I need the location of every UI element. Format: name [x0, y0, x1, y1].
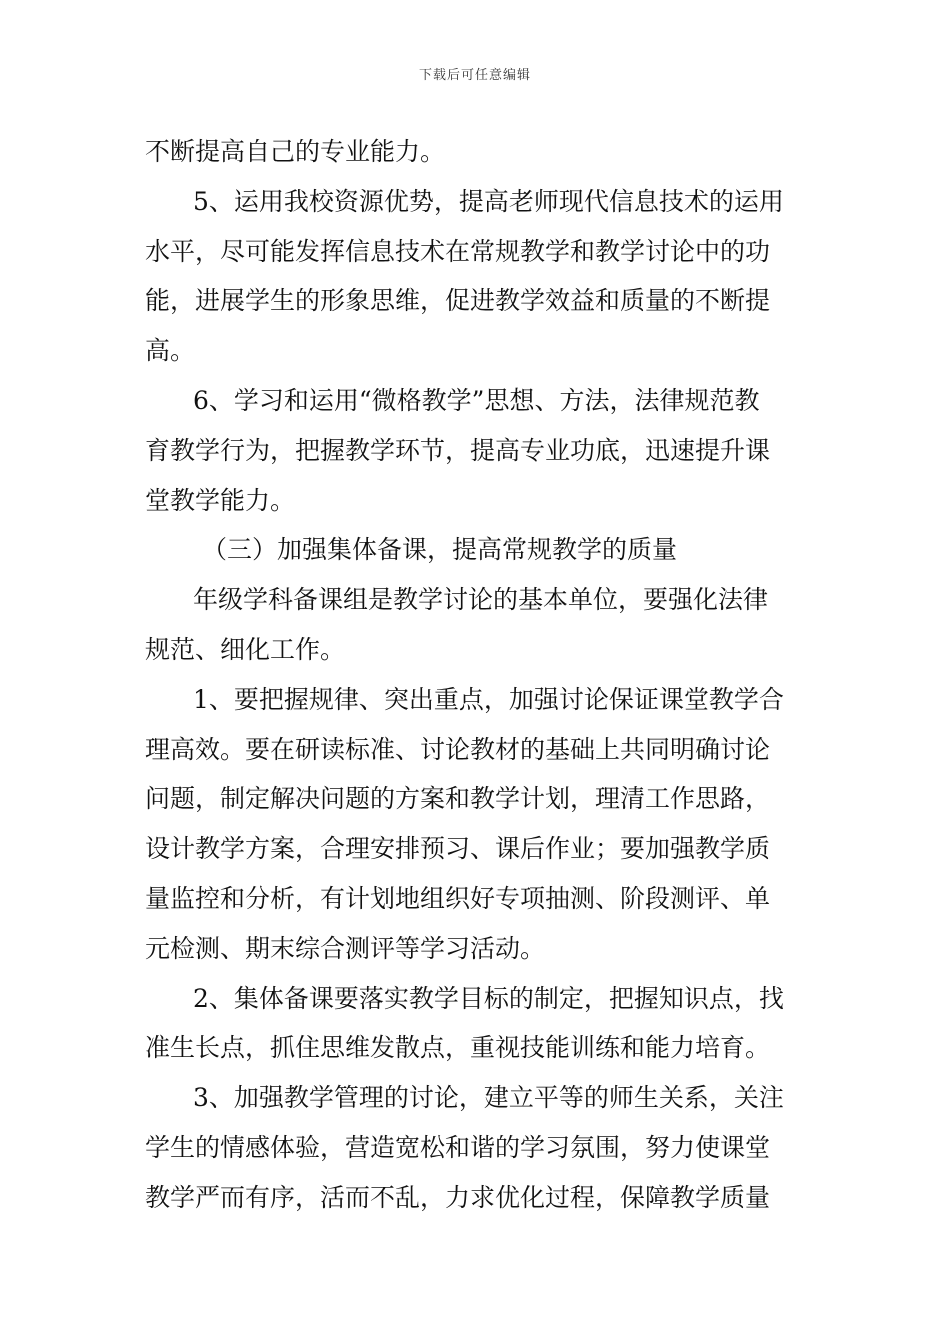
text-line: 1、要把握规律、突出重点，加强讨论保证课堂教学合	[193, 684, 784, 714]
text-line: 能，进展学生的形象思维，促进教学效益和质量的不断提	[145, 286, 771, 316]
text-line: 6、学习和运用“微格教学”思想、方法，法律规范教	[193, 385, 760, 415]
text-line: 设计教学方案，合理安排预习、课后作业；要加强教学质	[145, 834, 771, 864]
text-line: 教学严而有序，活而不乱，力求优化过程，保障教学质量	[145, 1182, 771, 1212]
document-body	[145, 127, 810, 1223]
page-header: 下载后可任意编辑	[418, 68, 531, 83]
text-line: 2、集体备课要落实教学目标的制定，把握知识点，找	[193, 983, 784, 1013]
text-line: 学生的情感体验，营造宽松和谐的学习氛围，努力使课堂	[145, 1132, 771, 1162]
text-line: 5、运用我校资源优势，提高老师现代信息技术的运用	[193, 186, 784, 216]
text-line: 理高效。要在研读标准、讨论教材的基础上共同明确讨论	[145, 734, 771, 764]
text-line: 水平，尽可能发挥信息技术在常规教学和教学讨论中的功	[145, 236, 771, 266]
text-line: 堂教学能力。	[145, 485, 296, 515]
text-line: 量监控和分析，有计划地组织好专项抽测、阶段测评、单	[145, 883, 771, 913]
text-line: 不断提高自己的专业能力。	[145, 137, 446, 166]
text-line: 育教学行为，把握教学环节，提高专业功底，迅速提升课	[145, 435, 771, 465]
text-line: 年级学科备课组是教学讨论的基本单位，要强化法律	[193, 585, 769, 615]
text-line: 准生长点，抓住思维发散点，重视技能训练和能力培育。	[145, 1033, 771, 1063]
section-heading: （三）加强集体备课，提高常规教学的质量	[202, 535, 678, 565]
text-line: 3、加强教学管理的讨论，建立平等的师生关系，关注	[193, 1083, 784, 1113]
text-line: 元检测、期末综合测评等学习活动。	[145, 933, 546, 963]
text-line: 规范、细化工作。	[145, 634, 346, 664]
text-line: 问题，制定解决问题的方案和教学计划，理清工作思路，	[145, 784, 771, 814]
text-line: 高。	[145, 336, 196, 366]
